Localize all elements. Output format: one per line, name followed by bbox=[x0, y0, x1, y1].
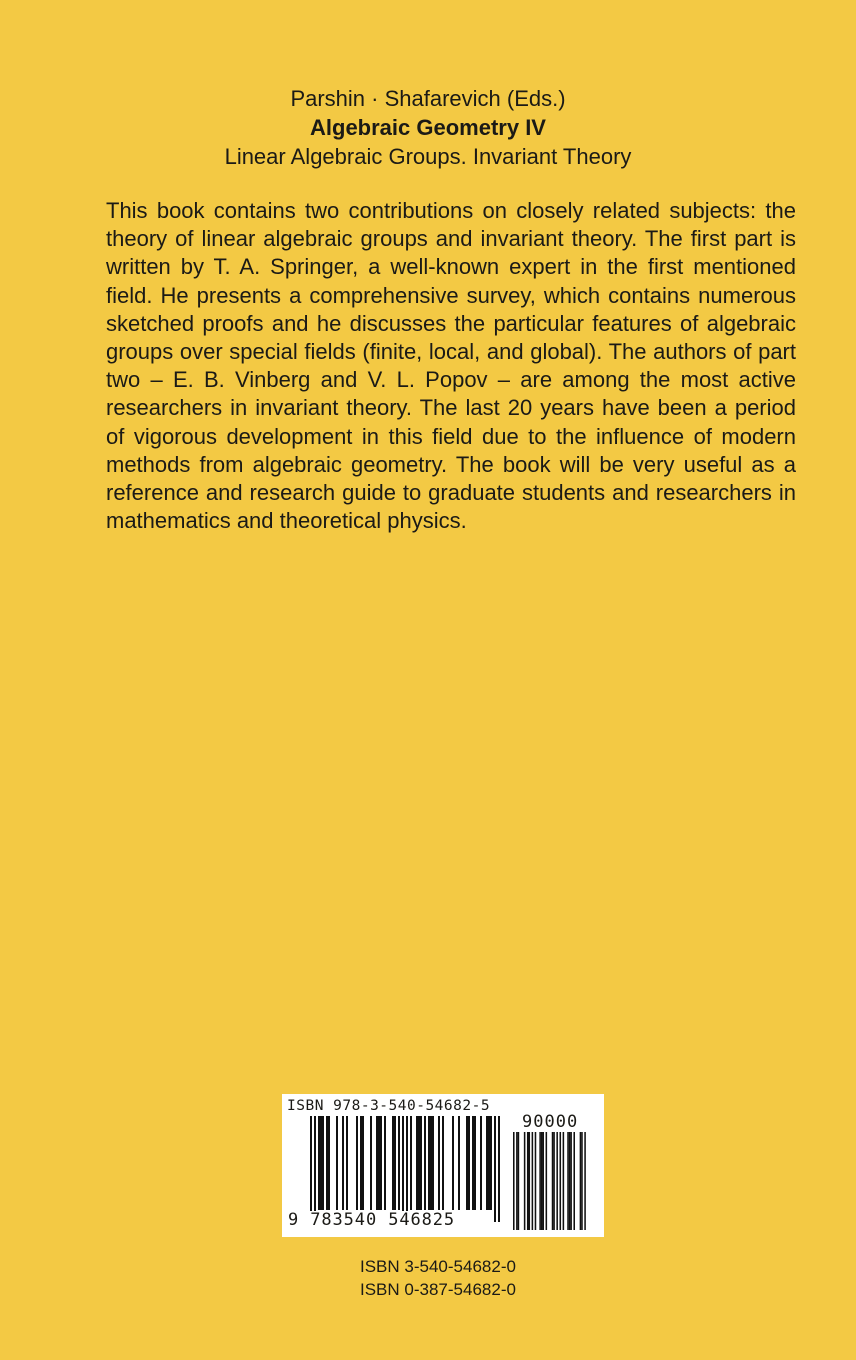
addon-bar bbox=[560, 1132, 562, 1230]
isbn-springer-new-york: ISBN 0-387-54682-0 bbox=[360, 1280, 516, 1299]
addon-bar bbox=[541, 1132, 543, 1230]
barcode-bar bbox=[392, 1116, 394, 1210]
barcode-bar bbox=[432, 1116, 434, 1210]
barcode-bar bbox=[424, 1116, 426, 1210]
book-subtitle: Linear Algebraic Groups. Invariant Theory bbox=[224, 144, 632, 169]
addon-bar bbox=[529, 1132, 531, 1230]
addon-bar bbox=[539, 1132, 541, 1230]
barcode-bar bbox=[384, 1116, 386, 1210]
addon-bar bbox=[567, 1132, 569, 1230]
barcode-bar bbox=[418, 1116, 420, 1210]
addon-bar bbox=[556, 1132, 558, 1230]
addon-bar bbox=[542, 1132, 544, 1230]
addon-bar bbox=[516, 1132, 518, 1230]
addon-bar bbox=[581, 1132, 583, 1230]
barcode-bar bbox=[346, 1116, 348, 1210]
barcode-bar bbox=[474, 1116, 476, 1210]
barcode-bar bbox=[322, 1116, 324, 1210]
isbn-13-text: ISBN 978-3-540-54682-5 bbox=[287, 1098, 491, 1114]
addon-bar bbox=[553, 1132, 555, 1230]
barcode-bar bbox=[362, 1116, 364, 1210]
addon-bar bbox=[513, 1132, 515, 1230]
barcode-bar bbox=[310, 1116, 312, 1222]
barcode-bar bbox=[480, 1116, 482, 1210]
book-description: This book contains two contributions on closely related subjects: the theory of linear algebraic groups and invariant theory. The first part is written by T. A. Springer, a well-known expert in the first mentioned field. He presents a comprehensive survey, which contains numerous sketched proofs and he discusses the particular features of algebraic groups over special fields (finite, local, and global). The authors of part two – E. B. Vinberg and V. L. Popov – are among the most active researchers in invariant theory. The last 20 years have been a period of vigorous development in this field due to the influence of modern methods from algebraic geometry. The book will be very useful as a reference and research guide to graduate students and researchers in mathematics and theoretical physics. bbox=[106, 198, 796, 534]
addon-bar bbox=[535, 1132, 537, 1230]
addon-bar bbox=[527, 1132, 529, 1230]
barcode-bar bbox=[360, 1116, 362, 1210]
book-title: Algebraic Geometry IV bbox=[310, 115, 546, 140]
barcode-bar bbox=[494, 1116, 496, 1222]
addon-bar bbox=[518, 1132, 520, 1230]
barcode-bar bbox=[370, 1116, 372, 1210]
barcode-bar bbox=[394, 1116, 396, 1210]
addon-bar bbox=[584, 1132, 586, 1230]
barcode-bar bbox=[458, 1116, 460, 1210]
barcode-bar bbox=[420, 1116, 422, 1210]
addon-bar bbox=[573, 1132, 575, 1230]
barcode-bar bbox=[498, 1116, 500, 1222]
cover-header bbox=[0, 84, 856, 171]
barcode-bar bbox=[326, 1116, 328, 1210]
barcode-bar bbox=[398, 1116, 400, 1210]
barcode-bar bbox=[336, 1116, 338, 1210]
isbn-springer-berlin: ISBN 3-540-54682-0 bbox=[360, 1257, 516, 1276]
addon-bar bbox=[580, 1132, 582, 1230]
addon-bar bbox=[552, 1132, 554, 1230]
barcode-bar bbox=[488, 1116, 490, 1210]
barcode-digits: 9 783540 546825 bbox=[288, 1210, 456, 1230]
addon-bar bbox=[524, 1132, 526, 1230]
barcode-bar bbox=[430, 1116, 432, 1210]
barcode-bar bbox=[406, 1116, 408, 1222]
barcode-bar bbox=[356, 1116, 358, 1210]
barcode-bar bbox=[472, 1116, 474, 1210]
barcode-bar bbox=[442, 1116, 444, 1210]
barcode-bar bbox=[328, 1116, 330, 1210]
barcode-bar bbox=[466, 1116, 468, 1210]
barcode-bar bbox=[314, 1116, 316, 1222]
addon-bar bbox=[546, 1132, 548, 1230]
isbn-numbers bbox=[360, 1255, 516, 1301]
barcode-bar bbox=[452, 1116, 454, 1210]
barcode-bar bbox=[380, 1116, 382, 1210]
addon-bar bbox=[563, 1132, 565, 1230]
addon-digits: 90000 bbox=[522, 1112, 579, 1132]
barcode-bar bbox=[490, 1116, 492, 1210]
barcode-bar bbox=[342, 1116, 344, 1210]
barcode-bar bbox=[376, 1116, 378, 1210]
barcode-bar bbox=[428, 1116, 430, 1210]
barcode-label bbox=[282, 1094, 604, 1237]
barcode-bar bbox=[438, 1116, 440, 1210]
addon-bar bbox=[532, 1132, 534, 1230]
editors-line: Parshin · Shafarevich (Eds.) bbox=[290, 86, 566, 111]
addon-bar bbox=[569, 1132, 571, 1230]
barcode-bar bbox=[410, 1116, 412, 1210]
barcode-bar bbox=[416, 1116, 418, 1210]
barcode-bar bbox=[378, 1116, 380, 1210]
barcode-bar bbox=[318, 1116, 320, 1210]
barcode-bar bbox=[486, 1116, 488, 1210]
addon-bar bbox=[570, 1132, 572, 1230]
barcode-bar bbox=[402, 1116, 404, 1222]
barcode-bar bbox=[468, 1116, 470, 1210]
barcode-bar bbox=[320, 1116, 322, 1210]
